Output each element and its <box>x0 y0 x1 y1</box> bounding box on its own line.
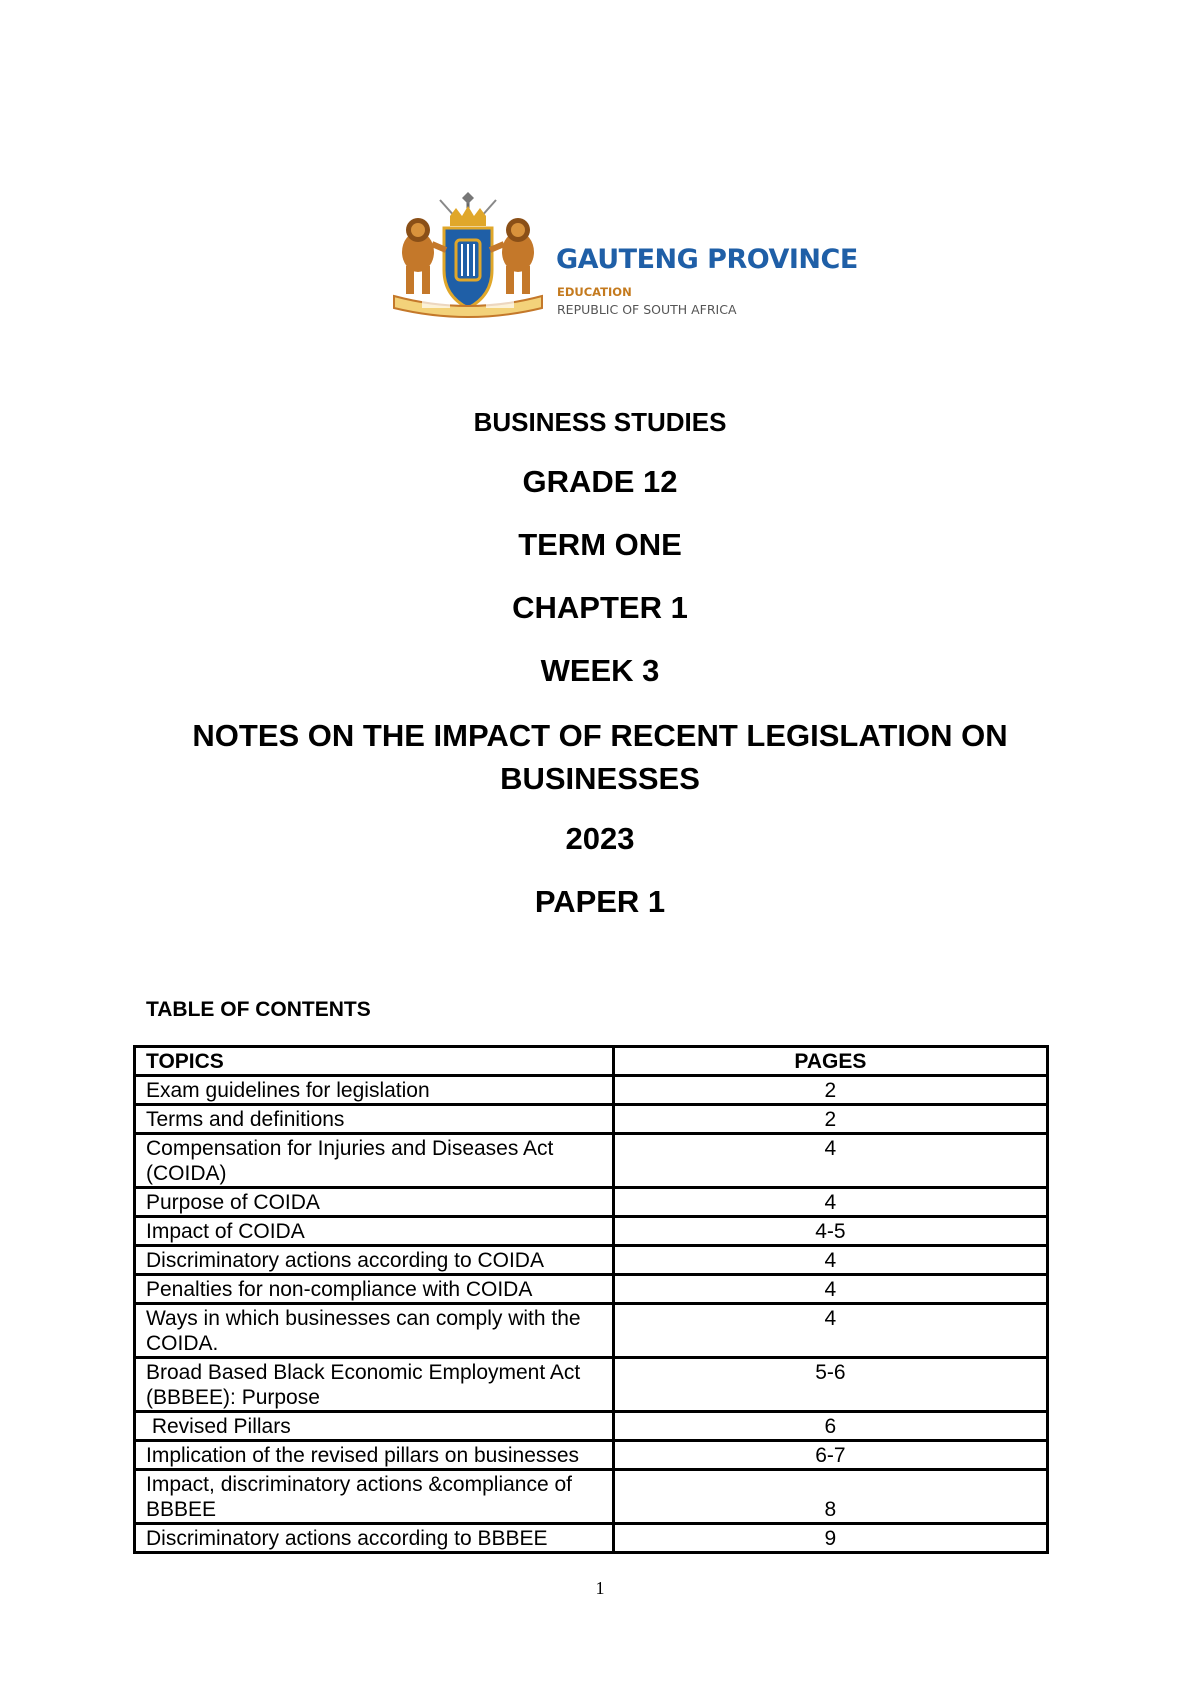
table-row <box>135 1217 1048 1246</box>
gauteng-logo <box>388 192 858 322</box>
toc-pages: 4 <box>613 1304 1047 1358</box>
table-row <box>135 1441 1048 1470</box>
toc-pages: 5-6 <box>613 1358 1047 1412</box>
toc-pages: 2 <box>613 1105 1047 1134</box>
table-row <box>135 1246 1048 1275</box>
toc-pages: 4 <box>613 1246 1047 1275</box>
coat-of-arms-icon <box>388 192 548 322</box>
toc-topic: Exam guidelines for legislation <box>135 1076 614 1105</box>
toc-pages: 6 <box>613 1412 1047 1441</box>
logo-org-name: GAUTENG PROVINCE <box>556 244 858 275</box>
table-row <box>135 1188 1048 1217</box>
toc-col-topics: TOPICS <box>135 1047 614 1076</box>
logo-org-department: EDUCATION <box>557 285 632 299</box>
toc-topic: Impact of COIDA <box>135 1217 614 1246</box>
table-row <box>135 1524 1048 1553</box>
toc-topic: Revised Pillars <box>135 1412 614 1441</box>
table-row <box>135 1076 1048 1105</box>
table-row <box>135 1275 1048 1304</box>
toc-topic: Implication of the revised pillars on businesses <box>135 1441 614 1470</box>
toc-pages: 2 <box>613 1076 1047 1105</box>
toc-pages: 9 <box>613 1524 1047 1553</box>
week-title: WEEK 3 <box>540 653 660 688</box>
toc-table <box>133 1045 1049 1554</box>
toc-topic: Compensation for Injuries and Diseases Act (COIDA) <box>135 1134 614 1188</box>
toc-pages: 8 <box>613 1470 1047 1524</box>
toc-pages: 4-5 <box>613 1217 1047 1246</box>
table-row <box>135 1134 1048 1188</box>
toc-heading: TABLE OF CONTENTS <box>146 998 371 1021</box>
toc-topic: Penalties for non-compliance with COIDA <box>135 1275 614 1304</box>
toc-pages: 4 <box>613 1275 1047 1304</box>
toc-pages: 6-7 <box>613 1441 1047 1470</box>
page-number: 1 <box>595 1578 605 1598</box>
table-row <box>135 1358 1048 1412</box>
toc-topic: Purpose of COIDA <box>135 1188 614 1217</box>
year-title: 2023 <box>565 821 635 856</box>
table-row <box>135 1470 1048 1524</box>
term-title: TERM ONE <box>518 527 682 562</box>
logo-org-country: REPUBLIC OF SOUTH AFRICA <box>557 302 737 317</box>
subject-title: BUSINESS STUDIES <box>473 407 727 437</box>
toc-topic: Impact, discriminatory actions &compliance of BBBEE <box>135 1470 614 1524</box>
toc-pages: 4 <box>613 1188 1047 1217</box>
table-row <box>135 1304 1048 1358</box>
toc-topic: Broad Based Black Economic Employment Act (BBBEE): Purpose <box>135 1358 614 1412</box>
grade-title: GRADE 12 <box>522 464 678 499</box>
notes-title: NOTES ON THE IMPACT OF RECENT LEGISLATION ON BUSINESSES <box>192 718 1008 796</box>
toc-topic: Ways in which businesses can comply with the COIDA. <box>135 1304 614 1358</box>
toc-col-pages: PAGES <box>613 1047 1047 1076</box>
toc-header-row <box>135 1047 1048 1076</box>
chapter-title: CHAPTER 1 <box>512 590 688 625</box>
toc-topic: Terms and definitions <box>135 1105 614 1134</box>
toc-topic: Discriminatory actions according to COIDA <box>135 1246 614 1275</box>
paper-title: PAPER 1 <box>534 884 666 919</box>
table-row <box>135 1105 1048 1134</box>
toc-topic: Discriminatory actions according to BBBEE <box>135 1524 614 1553</box>
table-row <box>135 1412 1048 1441</box>
toc-pages: 4 <box>613 1134 1047 1188</box>
